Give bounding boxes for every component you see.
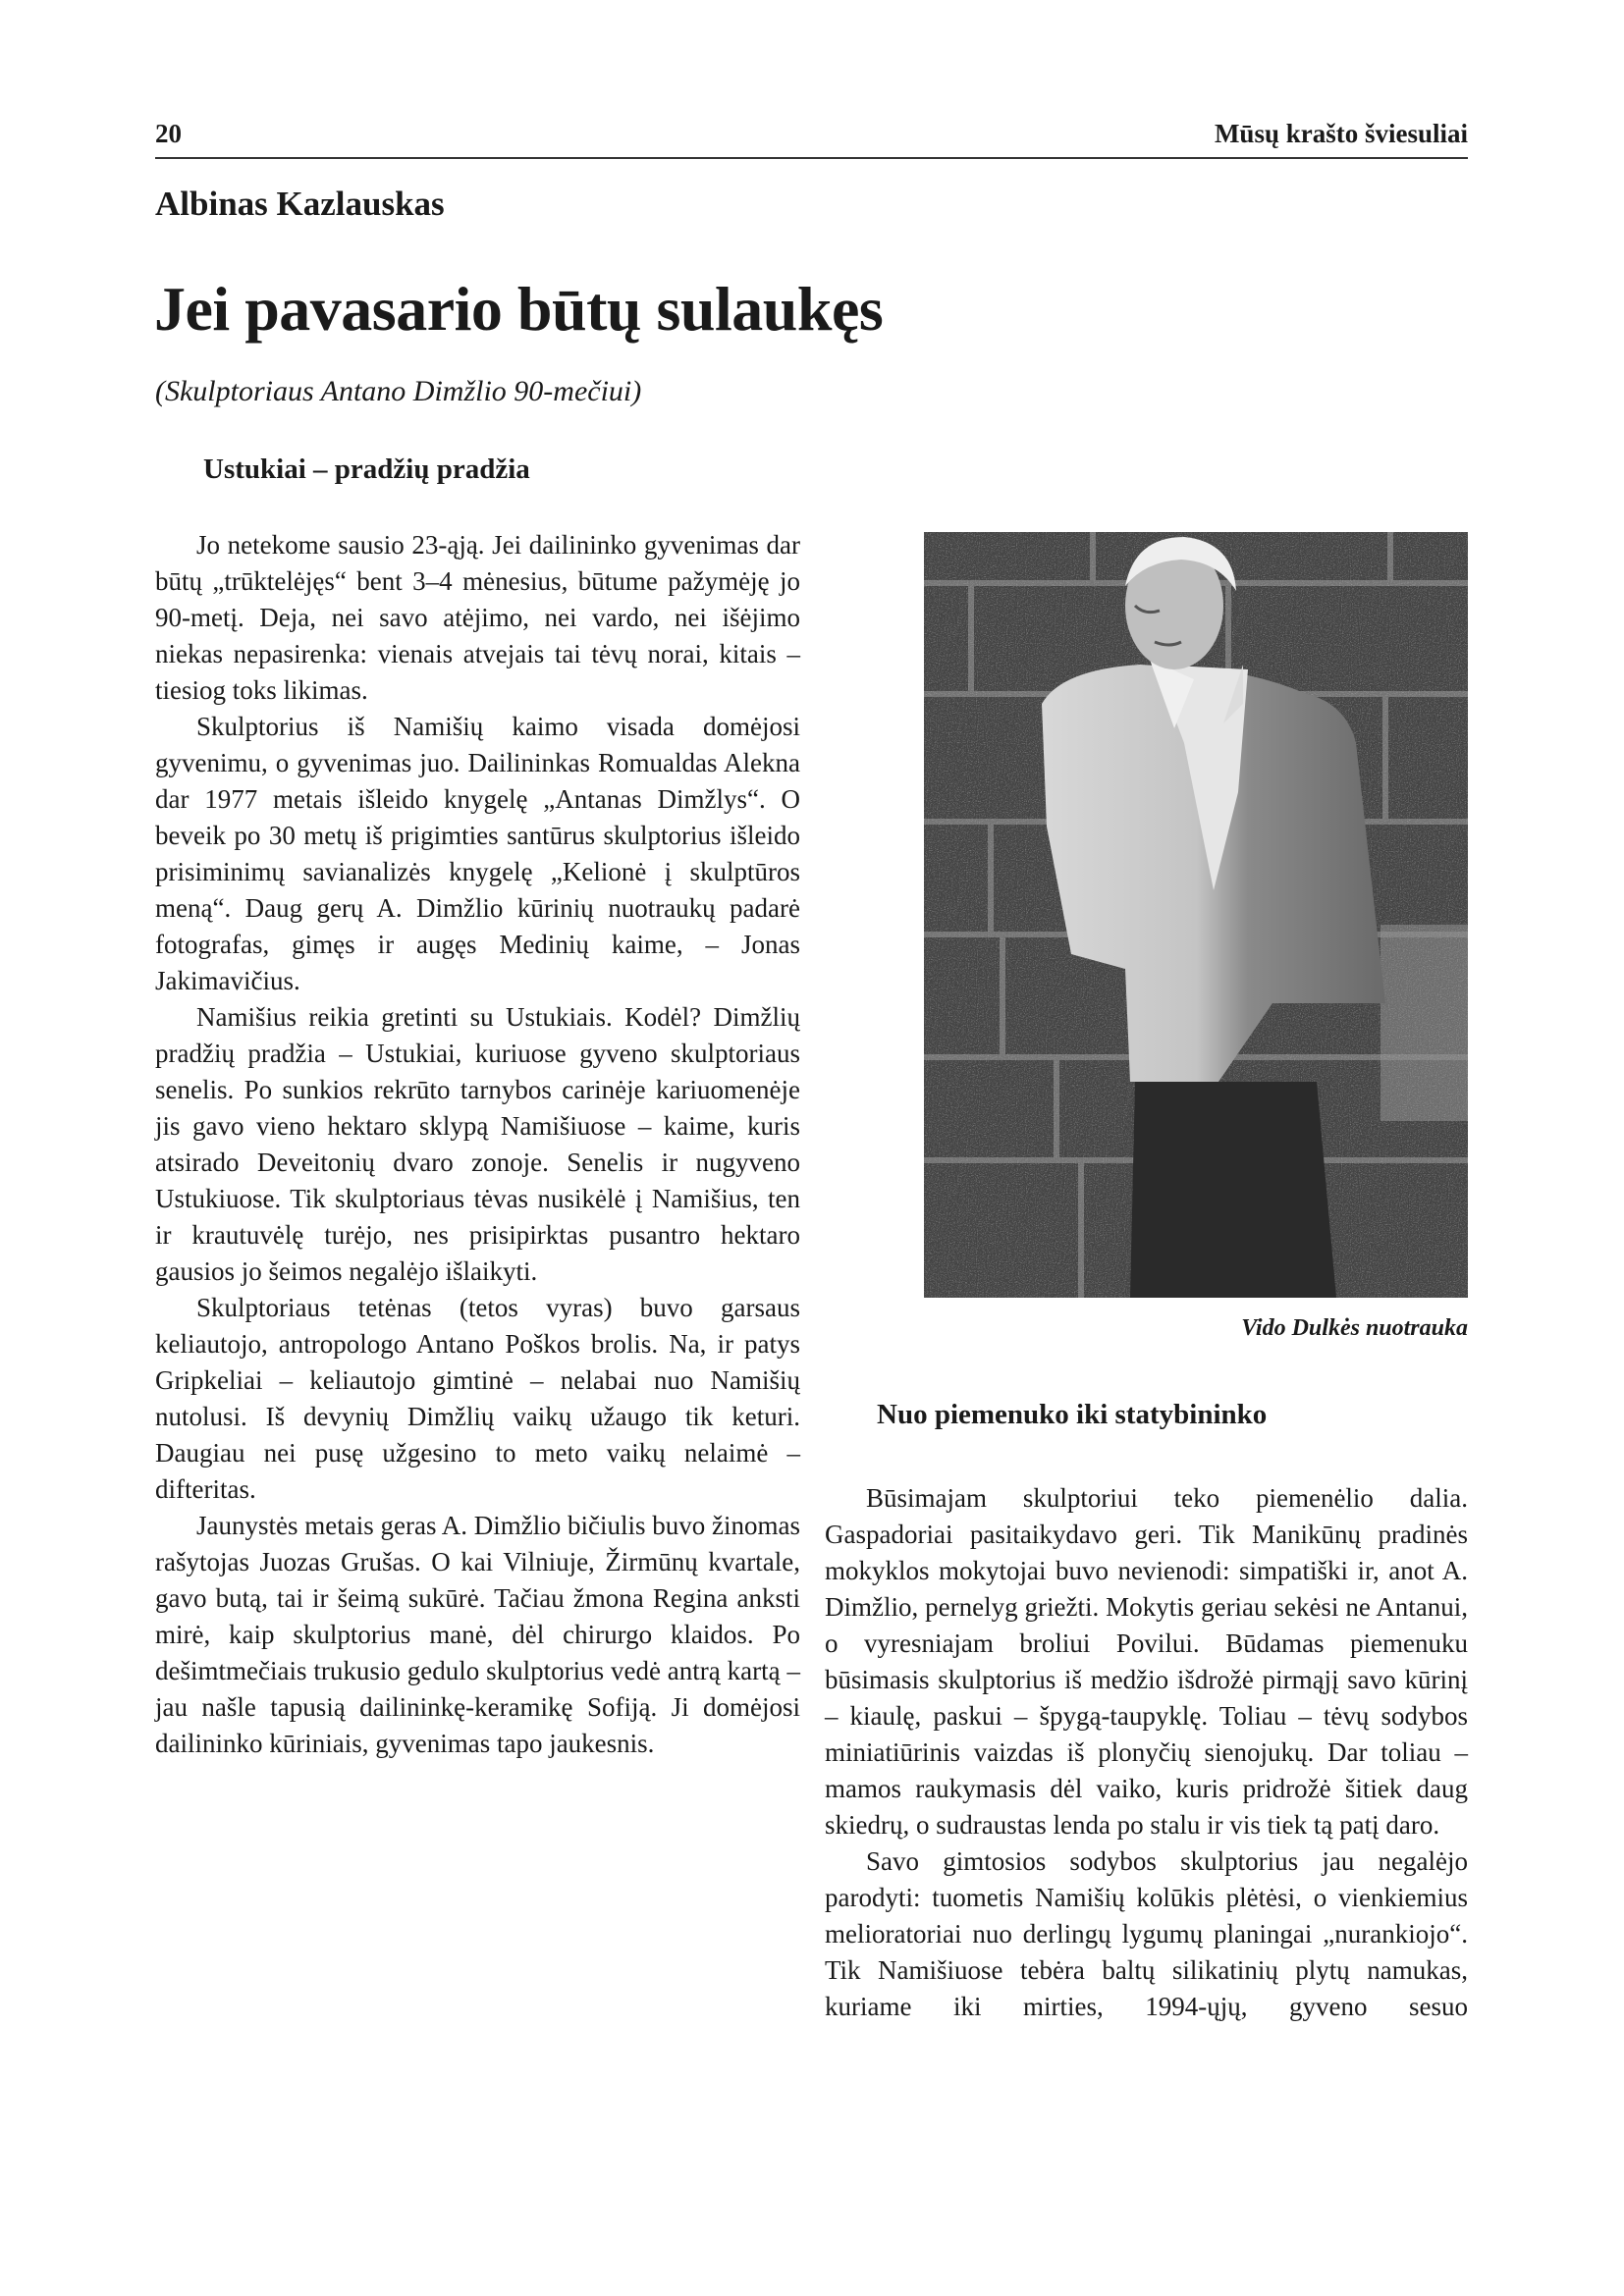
paragraph: Savo gimtosios sodybos skulptorius jau negalėjo parodyti: tuometis Namišių kolūkis plėtėsi, o vienkiemius melioratoriai nuo derlingų lygumų planingai „nurankiojo“. Tik Namišiuose tebėra baltų silikatinių plytų namukas, kuriame iki mirties, 1994-ųjų, gyveno sesuo [825, 1846, 1468, 2021]
section-name: Mūsų krašto šviesuliai [1214, 119, 1468, 148]
paragraph: Namišius reikia gretinti su Ustukiais. Kodėl? Dimžlių pradžių pradžia – Ustukiai, kuriuose gyveno skulptoriaus senelis. Po sunkios rekrūto tarnybos carinėje kariuomenėje jis gavo vieno hektaro sklypą Namišiuose – kaime, kuris atsirado Deveitonių dvaro zonoje. Senelis ir nugyveno Ustukiuose. Tik skulptoriaus tėvas nusikėlė į Namišius, ten ir krautuvėlę turėjo, nes prisipirktas pusantro hektaro gausios jo šeimos negalėjo išlaikyti. [155, 1002, 800, 1286]
portrait-image [924, 532, 1468, 1298]
paragraph: Būsimajam skulptoriui teko piemenėlio dalia. Gaspadoriai pasitaikydavo geri. Tik Manikūnų pradinės mokyklos mokytojai buvo nevienodi: simpatiški ir, anot A. Dimžlio, pernelyg griežti. Mokytis geriau sekėsi ne Antanui, o vyresniajam broliui Povilui. Būdamas piemenuku būsimasis skulptorius iš medžio išdrožė pirmąjį savo kūrinį – kiaulę, paskui – špygą-taupyklę. Toliau – tėvų sodybos miniatiūrinis vaizdas iš plonyčių sienojukų. Dar toliau – mamos raukymasis dėl vaiko, kuris pridrožė šitiek daug skiedrų, o sudraustas lenda po stalu ir vis tiek tą patį daro. [825, 1483, 1468, 1840]
author-name: Albinas Kazlauskas [155, 185, 445, 223]
left-column-text [155, 527, 800, 1762]
article-title: Jei pavasario būtų sulaukęs [154, 274, 884, 344]
paragraph: Skulptorius iš Namišių kaimo visada domėjosi gyvenimu, o gyvenimas juo. Dailininkas Romualdas Alekna dar 1977 metais išleido knygelę „Antanas Dimžlys“. O beveik po 30 metų iš prigimties santūrus skulptorius išleido prisiminimų savianalizės knygelę „Kelionė į skulptūros meną“. Daug gerų A. Dimžlio kūrinių nuotraukų padarė fotografas, gimęs ir augęs Medinių kaime, – Jonas Jakimavičius. [155, 712, 800, 995]
right-column-text [825, 1480, 1468, 2025]
page-number: 20 [155, 119, 182, 148]
article-subtitle: (Skulptoriaus Antano Dimžlio 90-mečiui) [155, 375, 642, 407]
paragraph: Skulptoriaus tetėnas (tetos vyras) buvo garsaus keliautojo, antropologo Antano Poškos brolis. Na, ir patys Gripkeliai – keliautojo gimtinė – nelabai nuo Namišių nutolusi. Iš devynių Dimžlių vaikų užaugo tik keturi. Daugiau nei pusę užgesino to meto vaikų nelaimė – difteritas. [155, 1293, 800, 1504]
section-heading-piemenuko: Nuo piemenuko iki statybininko [877, 1399, 1268, 1430]
section-heading-ustukiai: Ustukiai – pradžių pradžia [203, 454, 530, 485]
portrait-photo [924, 532, 1468, 1298]
paragraph: Jo netekome sausio 23-ąją. Jei dailininko gyvenimas dar būtų „trūktelėjęs“ bent 3–4 mėnesius, būtume pažymėję jo 90-metį. Deja, nei savo atėjimo, nei vardo, nei išėjimo niekas nepasirenka: vienais atvejais tai tėvų norai, kitais – tiesiog toks likimas. [155, 530, 800, 705]
running-header [155, 108, 1468, 159]
photo-caption: Vido Dulkės nuotrauka [1241, 1315, 1468, 1341]
paragraph: Jaunystės metais geras A. Dimžlio bičiulis buvo žinomas rašytojas Juozas Grušas. O kai Vilniuje, Žirmūnų kvartale, gavo butą, tai ir šeimą sukūrė. Tačiau žmona Regina anksti mirė, kaip skulptorius manė, dėl chirurgo klaidos. Po dešimtmečiais trukusio gedulo skulptorius vedė antrą kartą – jau našle tapusią dailininkę-keramikę Sofiją. Ji domėjosi dailininko kūriniais, gyvenimas tapo jaukesnis. [155, 1511, 800, 1758]
